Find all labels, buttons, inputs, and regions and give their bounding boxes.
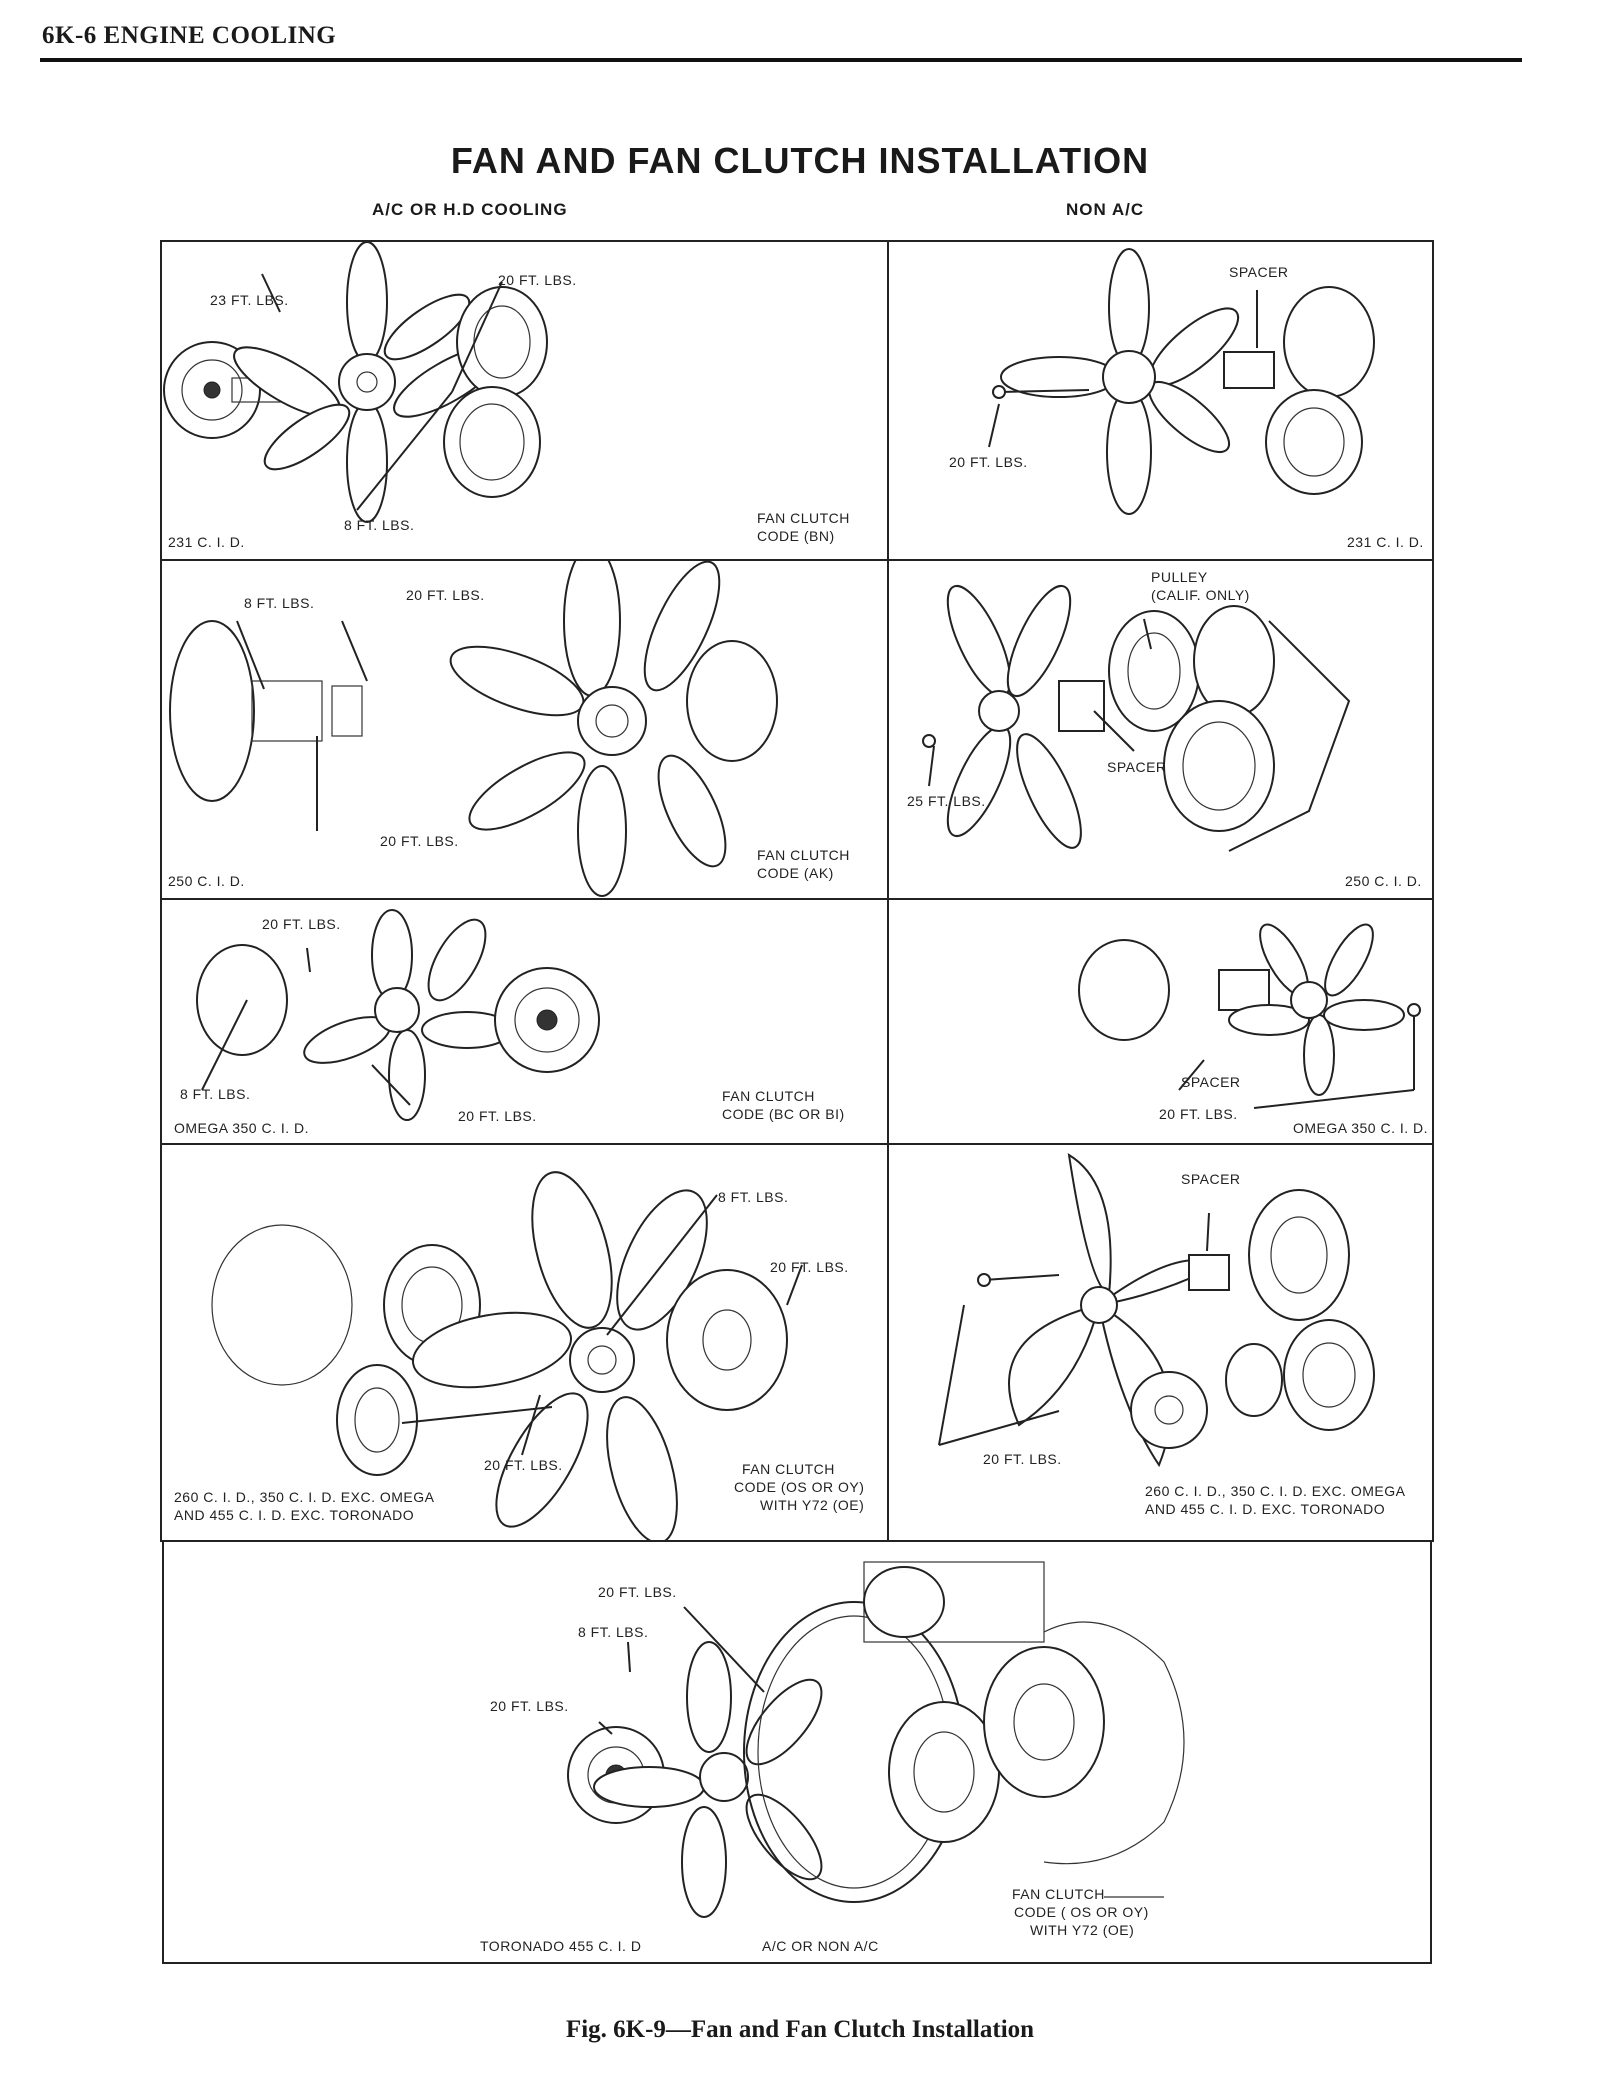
torque-label: 20 FT. LBS. xyxy=(458,1108,537,1124)
fan-clutch-code: CODE ( OS OR OY) xyxy=(1014,1904,1149,1920)
fan-clutch-label: FAN CLUTCH xyxy=(722,1088,815,1104)
panel-toronado-455 xyxy=(162,1540,1432,1964)
torque-label: 20 FT. LBS. xyxy=(484,1457,563,1473)
panel-260-350-455-non-ac xyxy=(887,1143,1434,1542)
panel-231-ac xyxy=(160,240,889,561)
fan-clutch-code: CODE (OS OR OY) xyxy=(734,1479,865,1495)
torque-label: 23 FT. LBS. xyxy=(210,292,289,308)
torque-label: 20 FT. LBS. xyxy=(380,833,459,849)
engine-label: 231 C. I. D. xyxy=(1347,534,1424,550)
engine-label: OMEGA 350 C. I. D. xyxy=(174,1120,310,1136)
panel-omega-350-non-ac xyxy=(887,898,1434,1145)
torque-label: 8 FT. LBS. xyxy=(344,517,415,533)
fan-clutch-label: FAN CLUTCH xyxy=(757,847,850,863)
panel-231-non-ac xyxy=(887,240,1434,561)
fan-clutch-code: CODE (BC OR BI) xyxy=(722,1106,845,1122)
fan-assembly-illustration xyxy=(889,242,1434,561)
fan-clutch-code: WITH Y72 (OE) xyxy=(760,1497,865,1513)
torque-label: 20 FT. LBS. xyxy=(983,1451,1062,1467)
figure-caption: Fig. 6K-9—Fan and Fan Clutch Installation xyxy=(565,2016,1035,2043)
spacer-label: SPACER xyxy=(1181,1074,1241,1090)
panel-260-350-455-ac xyxy=(160,1143,889,1542)
running-head: 6K-6 ENGINE COOLING xyxy=(42,22,337,49)
torque-label: 8 FT. LBS. xyxy=(578,1624,649,1640)
fan-clutch-code: CODE (BN) xyxy=(757,528,835,544)
figure-title: FAN AND FAN CLUTCH INSTALLATION xyxy=(450,140,1150,181)
column-heading-left: A/C OR H.D COOLING xyxy=(372,200,568,219)
fan-assembly-illustration xyxy=(889,561,1434,900)
fan-clutch-label: FAN CLUTCH xyxy=(1012,1886,1105,1902)
fan-clutch-code: CODE (AK) xyxy=(757,865,834,881)
engine-label: 260 C. I. D., 350 C. I. D. EXC. OMEGA xyxy=(174,1489,435,1505)
spacer-label: SPACER xyxy=(1229,264,1289,280)
engine-label: 231 C. I. D. xyxy=(168,534,245,550)
torque-label: 20 FT. LBS. xyxy=(1159,1106,1238,1122)
torque-label: 8 FT. LBS. xyxy=(718,1189,789,1205)
torque-label: 8 FT. LBS. xyxy=(180,1086,251,1102)
torque-label: 20 FT. LBS. xyxy=(498,272,577,288)
torque-label: 25 FT. LBS. xyxy=(907,793,986,809)
fan-clutch-code: WITH Y72 (OE) xyxy=(1030,1922,1135,1938)
panel-omega-350-ac xyxy=(160,898,889,1145)
applies-label: A/C OR NON A/C xyxy=(762,1938,879,1954)
torque-label: 20 FT. LBS. xyxy=(490,1698,569,1714)
engine-label: AND 455 C. I. D. EXC. TORONADO xyxy=(1145,1501,1386,1517)
engine-label: 260 C. I. D., 350 C. I. D. EXC. OMEGA xyxy=(1145,1483,1406,1499)
engine-label: 250 C. I. D. xyxy=(168,873,245,889)
engine-label: AND 455 C. I. D. EXC. TORONADO xyxy=(174,1507,415,1523)
column-heading-right: NON A/C xyxy=(1066,200,1145,219)
engine-fan-illustration xyxy=(164,1542,1432,1964)
engine-label: TORONADO 455 C. I. D xyxy=(480,1938,642,1954)
spacer-label: SPACER xyxy=(1107,759,1167,775)
panel-250-non-ac xyxy=(887,559,1434,900)
pulley-note: (CALIF. ONLY) xyxy=(1151,587,1250,603)
torque-label: 8 FT. LBS. xyxy=(244,595,315,611)
torque-label: 20 FT. LBS. xyxy=(949,454,1028,470)
engine-label: OMEGA 350 C. I. D. xyxy=(1293,1120,1429,1136)
panel-250-ac xyxy=(160,559,889,900)
fan-clutch-label: FAN CLUTCH xyxy=(742,1461,835,1477)
engine-label: 250 C. I. D. xyxy=(1345,873,1422,889)
header-rule xyxy=(40,58,1522,62)
pulley-label: PULLEY xyxy=(1151,569,1208,585)
torque-label: 20 FT. LBS. xyxy=(262,916,341,932)
torque-label: 20 FT. LBS. xyxy=(598,1584,677,1600)
torque-label: 20 FT. LBS. xyxy=(406,587,485,603)
spacer-label: SPACER xyxy=(1181,1171,1241,1187)
torque-label: 20 FT. LBS. xyxy=(770,1259,849,1275)
fan-clutch-label: FAN CLUTCH xyxy=(757,510,850,526)
